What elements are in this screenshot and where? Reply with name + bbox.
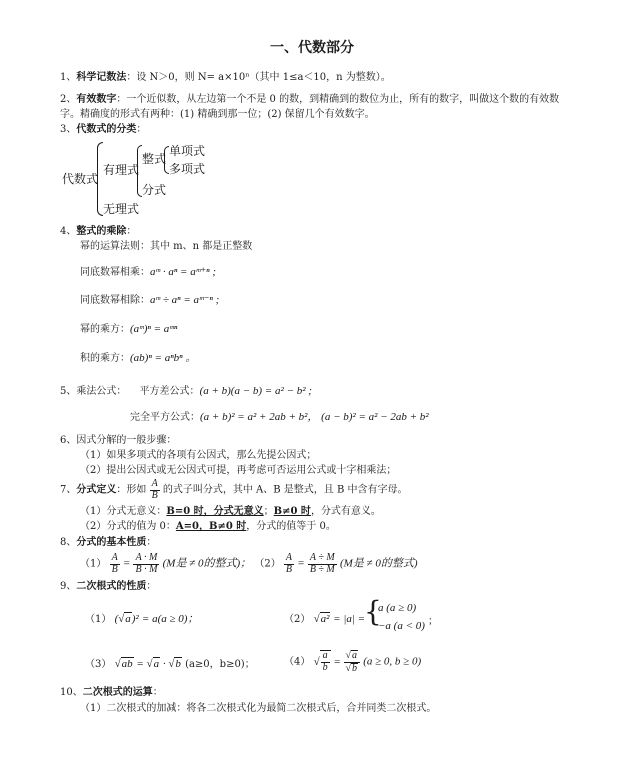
power-rule-note: 幂的运算法则：其中 m、n 都是正整数: [80, 241, 253, 252]
section-8: 8、分式的基本性质：: [60, 537, 157, 548]
section-2: [60, 94, 559, 106]
section-text: ：设 N＞0，则 N= a×10ⁿ（其中 1≤a＜10，n 为整数）。: [126, 72, 391, 83]
tree-monomial: 单项式: [169, 144, 206, 158]
formula: (aᵐ)ⁿ = aᵐⁿ: [130, 323, 178, 335]
radical-operation-1: （1）二次根式的加减：将各二次根式化为最简二次根式后，合并同类二次根式。: [80, 703, 437, 714]
tree-root: 代数式: [62, 172, 99, 186]
rule-power-of-power: 幂的乘方：(aᵐ)ⁿ = aᵐⁿ: [80, 323, 178, 335]
tree-rational: 有理式: [103, 163, 140, 177]
section-number: 10、: [60, 687, 83, 698]
section-number: 6、: [60, 435, 77, 446]
tree-fractional: 分式: [142, 183, 167, 197]
fraction-zero: （2）分式的值为 0：A=0，B≠0 时，分式的值等于 0。: [80, 521, 336, 532]
radical-property-2: （2） √a² = |a| =: [284, 613, 366, 625]
formula: aᵐ · aⁿ = aᵐ⁺ⁿ ;: [150, 266, 216, 278]
section-heading: 因式分解的一般步骤：: [76, 435, 177, 446]
piecewise-case-1: a (a ≥ 0): [378, 602, 417, 614]
radical-property-3: （3） √ab = √a · √b (a≥0，b≥0)；: [85, 658, 255, 670]
tree-irrational: 无理式: [103, 202, 140, 216]
factor-step-2: （2）提出公因式或无公因式可提，再考虑可否运用公式或十字相乘法；: [80, 465, 397, 476]
section-2-line-2: 字。精确度的形式有两种：(1) 精确到那一位；(2) 保留几个有效数字。: [60, 109, 375, 120]
section-5: 5、乘法公式： 平方差公式：(a + b)(a − b) = a² − b² ;: [60, 385, 312, 397]
section-heading: 乘法公式：: [76, 386, 127, 397]
section-heading: 有效数字: [76, 94, 117, 105]
section-heading: 整式的乘除: [76, 226, 127, 237]
section-number: 9、: [60, 581, 77, 592]
rule-power-of-product: 积的乘方：(ab)ⁿ = aⁿbⁿ 。: [80, 352, 197, 364]
section-3: 3、代数式的分类：: [60, 124, 147, 135]
section-9: 9、二次根式的性质：: [60, 581, 157, 592]
tree-polynomial: 多项式: [169, 162, 206, 176]
radical-property-1: （1） (√a)² = a(a ≥ 0)；: [85, 613, 199, 625]
section-heading: 科学记数法: [76, 72, 127, 83]
formula-perfect-square: (a + b)² = a² + 2ab + b²， (a − b)² = a² − 2ab + b²: [200, 411, 429, 423]
section-heading: 二次根式的性质: [76, 581, 147, 592]
section-number: 3、: [60, 124, 77, 135]
perfect-square-formula: 完全平方公式：(a + b)² = a² + 2ab + b²， (a − b)² = a² − 2ab + b²: [130, 411, 429, 423]
section-heading: 代数式的分类: [76, 124, 137, 135]
factor-step-1: （1）如果多项式的各项有公因式，那么先提公因式；: [80, 450, 317, 461]
section-7: 7、分式定义：形如 $\frac{A}{B}$ 的式子叫分式，其中 A、B 是整式，且 B 中含有字母。: [60, 478, 408, 501]
formula-difference-of-squares: (a + b)(a − b) = a² − b² ;: [199, 385, 312, 397]
section-number: 7、: [60, 484, 77, 496]
rule-same-base-divide: 同底数幂相除：aᵐ ÷ aⁿ = aᵐ⁻ⁿ ;: [80, 294, 220, 306]
section-number: 4、: [60, 226, 77, 237]
section-heading: 分式的基本性质: [76, 537, 147, 548]
fraction-meaningless: （1）分式无意义：B=0 时，分式无意义；B≠0 时，分式有意义。: [80, 506, 381, 517]
section-4: 4、整式的乘除：: [60, 226, 137, 237]
fraction-a-over-b: $\frac{A}{B}$: [151, 478, 158, 501]
section-number: 5、: [60, 386, 77, 397]
formula: aᵐ ÷ aⁿ = aᵐ⁻ⁿ ;: [150, 294, 220, 306]
fraction-property-1: （1） $\frac{A}{B}$ = $\frac{A \cdot M}{B \cdot M}$ (M是 ≠ 0的整式)； （2） $\frac{A}{B}$ = $\frac{A \div M}{B \div M}$ (M是 ≠ 0的整式): [80, 552, 418, 575]
section-6: [60, 435, 176, 447]
section-number: 1、: [60, 72, 77, 83]
section-1: [60, 72, 391, 84]
page-title: 一、代数部分: [270, 40, 354, 56]
rule-same-base-multiply: 同底数幂相乘：aᵐ · aⁿ = aᵐ⁺ⁿ ;: [80, 266, 216, 278]
piecewise-brace: {: [364, 595, 382, 628]
piecewise-case-2: −a (a < 0): [378, 620, 425, 632]
tree-integral: 整式: [142, 152, 167, 166]
radical-property-4: （4） √ $\frac{a}{b}$ = $\frac{√a}{√b}$ (a ≥ 0, b ≥ 0): [284, 650, 422, 674]
section-heading: 二次根式的运算: [82, 687, 153, 698]
section-number: 8、: [60, 537, 77, 548]
formula: (ab)ⁿ = aⁿbⁿ 。: [130, 352, 197, 364]
section-heading: 分式定义: [76, 484, 117, 496]
section-text: ：一个近似数，从左边第一个不是 0 的数，到精确到的数位为止，所有的数字，叫做这个数的有效数: [116, 94, 560, 105]
section-number: 2、: [60, 94, 77, 105]
section-10: 10、二次根式的运算：: [60, 687, 163, 698]
